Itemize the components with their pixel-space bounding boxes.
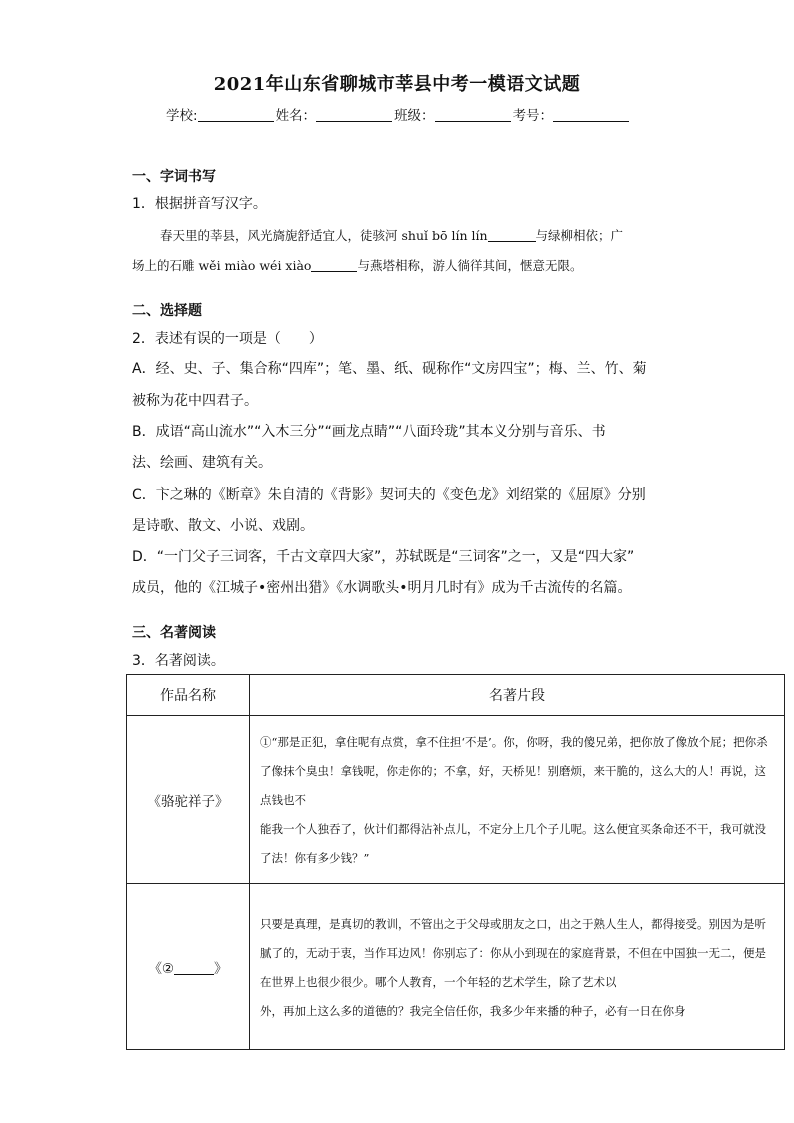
table-header-row xyxy=(127,675,785,716)
q1-answer-blank-2[interactable] xyxy=(311,258,357,272)
option-a-line-2: 被称为花中四君子。 xyxy=(132,393,258,409)
work-2-suffix: 》 xyxy=(214,960,228,977)
classics-table xyxy=(126,674,785,1050)
table-row xyxy=(127,884,785,1050)
class-blank[interactable] xyxy=(435,107,511,122)
table-cell-work-1: 《骆驼祥子》 xyxy=(127,716,250,884)
table-cell-excerpt-1 xyxy=(250,716,785,884)
page-title: 2021年山东省聊城市莘县中考一模语文试题 xyxy=(213,74,581,95)
name-blank[interactable] xyxy=(316,107,392,122)
name-label: 姓名： xyxy=(275,108,317,124)
section-heading-3: 三、名著阅读 xyxy=(132,625,216,641)
question-1-line-1 xyxy=(160,226,623,244)
question-3-stem: 3．名著阅读。 xyxy=(132,653,225,669)
option-c-line-2: 是诗歌、散文、小说、戏剧。 xyxy=(132,518,314,534)
student-info-row xyxy=(166,104,631,124)
question-1-stem: 1．根据拼音写汉字。 xyxy=(132,196,267,212)
option-d-line-2: 成员，他的《江城子•密州出猎》《水调歌头•明月几时有》成为千古流传的名篇。 xyxy=(132,580,632,596)
section-heading-1: 一、字词书写 xyxy=(132,169,216,185)
class-label: 班级： xyxy=(394,108,435,124)
q1-line1-text-b: 与绿柳相依；广 xyxy=(535,228,624,243)
option-b-line-1: B．成语“高山流水”“入木三分”“画龙点睛”“八面玲珑”其本义分别与音乐、书 xyxy=(132,424,606,440)
excerpt-1-text: ①“那是正犯，拿住呢有点赏，拿不住担‘不是’。你，你呀，我的傻兄弟，把你放了像放个屁；把你杀了像抹个臭虫！拿钱呢，你走你的；不拿，好，天桥见！别磨烦，来干脆的，这么大的人！再说，这点钱也不 能我一个人独吞了，伙计们都得沾补点儿，不定分上几个子儿呢。这么便宜买条命还不干，我可就没了法！你有多少钱？” xyxy=(260,735,768,865)
question-2-stem: 2．表述有误的一项是（ ） xyxy=(132,331,323,347)
work-2-prefix: 《② xyxy=(148,960,175,977)
q1-line2-text-b: 与燕塔相称，游人徜徉其间，惬意无限。 xyxy=(357,258,583,273)
exam-no-blank[interactable] xyxy=(553,107,629,122)
option-a-line-1: A．经、史、子、集合称“四库”；笔、墨、纸、砚称作“文房四宝”；梅、兰、竹、菊 xyxy=(132,361,647,377)
table-header-excerpt: 名著片段 xyxy=(250,675,785,716)
section-heading-2: 二、选择题 xyxy=(132,303,202,319)
school-label: 学校: xyxy=(166,108,198,124)
option-b-line-2: 法、绘画、建筑有关。 xyxy=(132,455,272,471)
option-d-line-1: D．“一门父子三词客，千古文章四大家”，苏轼既是“三词客”之一，又是“四大家” xyxy=(132,549,635,565)
exam-no-label: 考号： xyxy=(512,108,554,124)
option-c-line-1: C．卞之琳的《断章》朱自清的《背影》契诃夫的《变色龙》刘绍棠的《屈原》分别 xyxy=(132,487,646,503)
school-blank[interactable] xyxy=(198,107,274,122)
table-row xyxy=(127,716,785,884)
table-cell-work-2 xyxy=(127,884,250,1050)
question-1-line-2 xyxy=(132,256,582,274)
table-header-work-name: 作品名称 xyxy=(127,675,250,716)
excerpt-2-text: 只要是真理，是真切的教训，不管出之于父母或朋友之口，出之于熟人生人，都得接受。别因为是听腻了的，无动于衷，当作耳边风！你别忘了：你从小到现在的家庭背景，不但在中国独一无二，便是在世界上也很少很少。哪个人教育，一个年轻的艺术学生，除了艺术以 外，再加上这么多的道德的？我完全信任你，我多少年来播的种子，必有一日在你身 xyxy=(260,916,766,1018)
q1-line1-text-a: 春天里的莘县，风光旖旎舒适宜人，徒骇河 shuǐ bō lín lín xyxy=(160,228,488,243)
q1-answer-blank-1[interactable] xyxy=(488,228,536,242)
table-cell-excerpt-2 xyxy=(250,884,785,1050)
work-2-answer-blank[interactable] xyxy=(174,961,214,975)
q1-line2-text-a: 场上的石雕 wěi miào wéi xiào xyxy=(132,258,312,273)
